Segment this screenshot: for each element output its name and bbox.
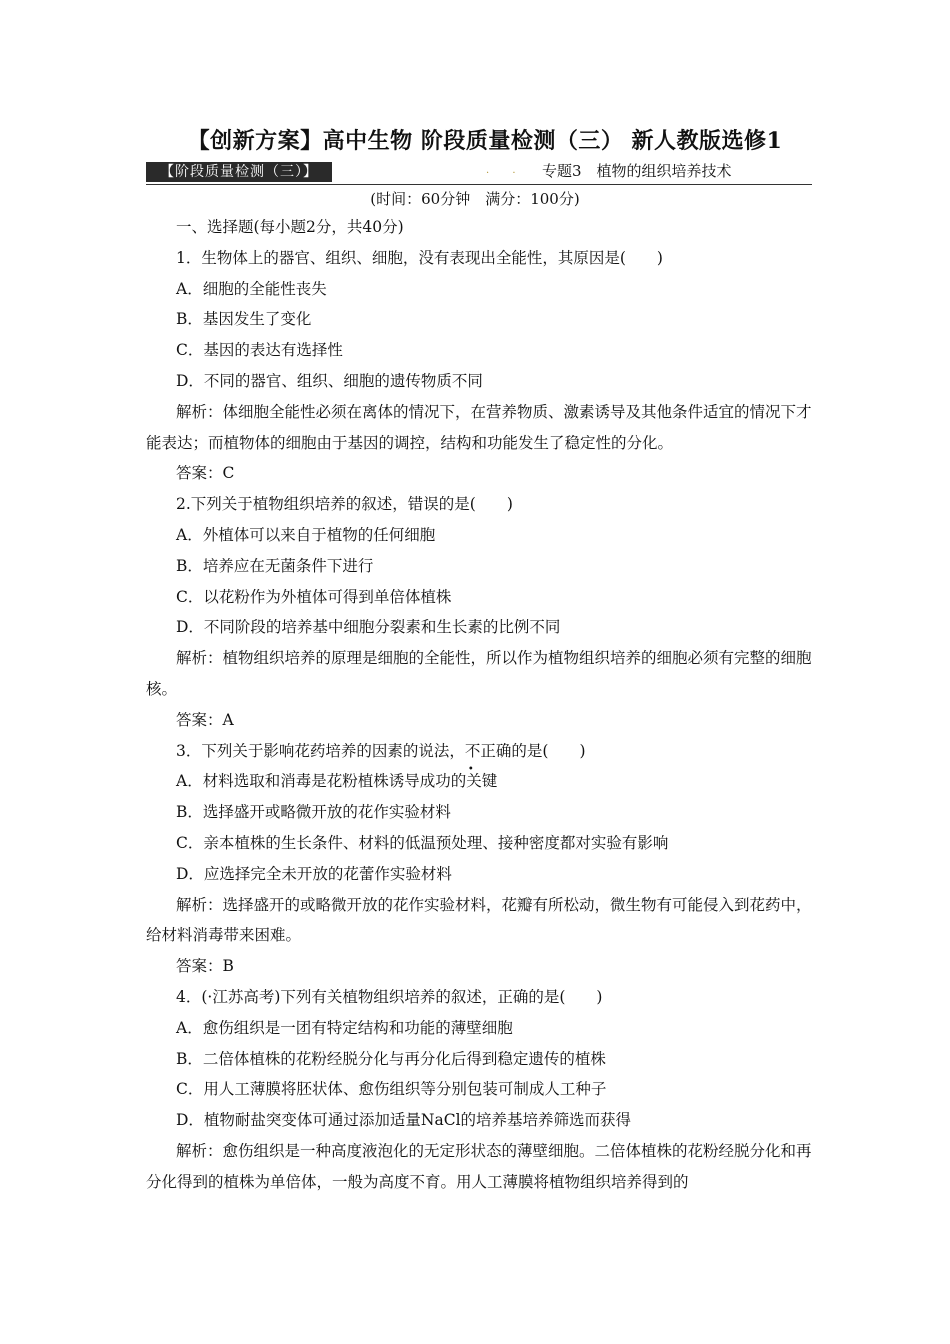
option-b: B．二倍体植株的花粉经脱分化与再分化后得到稳定遗传的植株 xyxy=(176,1049,606,1068)
option-c: C．基因的表达有选择性 xyxy=(176,341,343,360)
option-a: A．愈伤组织是一团有特定结构和功能的薄壁细胞 xyxy=(176,1018,513,1037)
option-c: C．用人工薄膜将胚状体、愈伤组织等分别包装可制成人工种子 xyxy=(176,1080,607,1099)
question-stem: 2.下列关于植物组织培养的叙述，错误的是( ) xyxy=(176,495,513,514)
section-heading: 一、选择题(每小题2分，共40分) xyxy=(176,218,404,236)
analysis: 解析：植物组织培养的原理是细胞的全能性，所以作为植物组织培养的细胞必须有完整的细胞核。 xyxy=(146,649,812,698)
question-stem: 1．生物体上的器官、组织、细胞，没有表现出全能性，其原因是( ) xyxy=(176,248,663,267)
decorative-dots: · · xyxy=(486,168,526,179)
document-title: 【创新方案】高中生物 阶段质量检测（三） 新人教版选修1 xyxy=(187,128,783,154)
option-d: D．应选择完全未开放的花蕾作实验材料 xyxy=(176,864,452,883)
answer: 答案：C xyxy=(176,464,235,483)
option-d: D．植物耐盐突变体可通过添加适量NaCl的培养基培养筛选而获得 xyxy=(176,1111,632,1130)
stem-text: 3．下列关于影响花药培养的因素的说法， xyxy=(176,741,465,760)
time-score-line: (时间：60分钟 满分：100分) xyxy=(370,190,580,208)
option-b: B．培养应在无菌条件下进行 xyxy=(176,556,374,575)
header-divider xyxy=(146,184,812,185)
answer: 答案：B xyxy=(176,957,234,976)
option-a: A．细胞的全能性丧失 xyxy=(176,279,327,298)
question-stem xyxy=(146,736,814,767)
option-a: A．材料选取和消毒是花粉植株诱导成功的关键 xyxy=(176,772,498,791)
option-c: C．亲本植株的生长条件、材料的低温预处理、接种密度都对实验有影响 xyxy=(176,833,669,852)
analysis: 解析：体细胞全能性必须在离体的情况下，在营养物质、激素诱导及其他条件适宜的情况下才能表达；而植物体的细胞由于基因的调控，结构和功能发生了稳定性的分化。 xyxy=(146,402,812,452)
option-d: D．不同阶段的培养基中细胞分裂素和生长素的比例不同 xyxy=(176,618,561,637)
subject-label: 专题3 植物的组织培养技术 xyxy=(542,162,732,180)
option-b: B．选择盛开或略微开放的花作实验材料 xyxy=(176,803,451,822)
analysis: 解析：愈伤组织是一种高度液泡化的无定形状态的薄壁细胞。二倍体植株的花粉经脱分化和再分化得到的植株为单倍体，一般为高度不育。用人工薄膜将植物组织培养得到的 xyxy=(146,1141,812,1191)
topic-badge: 【阶段质量检测（三）】 xyxy=(146,162,332,182)
stem-text: 正确的是( ) xyxy=(480,741,586,760)
option-b: B．基因发生了变化 xyxy=(176,310,312,329)
option-d: D．不同的器官、组织、细胞的遗传物质不同 xyxy=(176,371,483,390)
answer: 答案：A xyxy=(176,710,234,729)
question-stem: 4．(·江苏高考)下列有关植物组织培养的叙述，正确的是( ) xyxy=(176,987,603,1006)
question-body xyxy=(146,212,814,1198)
option-a: A．外植体可以来自于植物的任何细胞 xyxy=(176,525,436,544)
analysis: 解析：选择盛开的或略微开放的花作实验材料，花瓣有所松动，微生物有可能侵入到花药中，给材料消毒带来困难。 xyxy=(146,895,812,945)
option-c: C．以花粉作为外植体可得到单倍体植株 xyxy=(176,587,452,606)
emphasis-mark: 不 xyxy=(464,741,481,760)
